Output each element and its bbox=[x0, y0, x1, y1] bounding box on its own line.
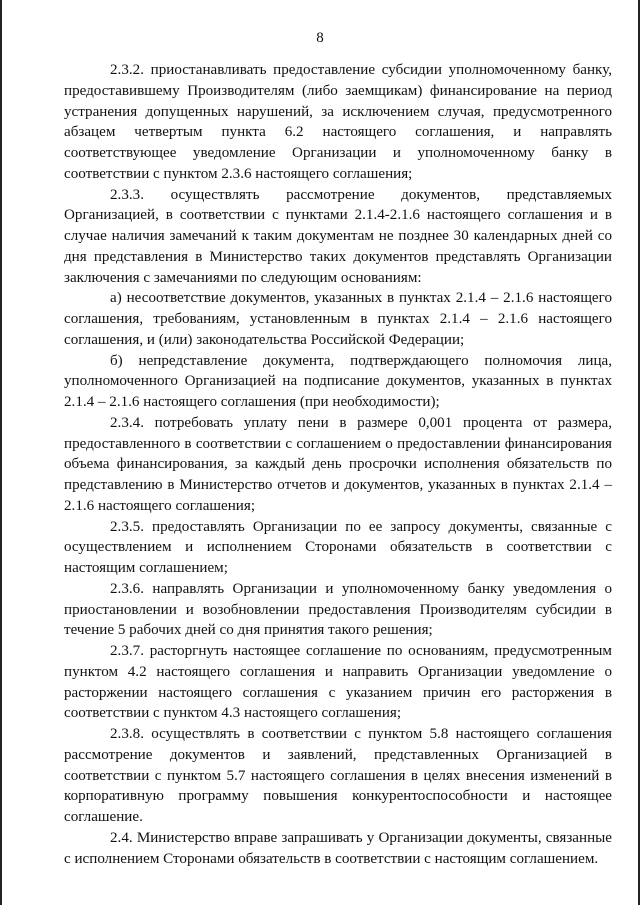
paragraph-2-3-2: 2.3.2. приостанавливать предоставление субсидии уполномоченному банку, предоставившему Производителям (либо заемщикам) финансирование на период устранения допущенных нарушений, за исключением случая, предусмотренного абзацем четвертым пункта 6.2 настоящего соглашения, и направлять соответствующее уведомление Организации и уполномоченному банку в соответствии с пунктом 2.3.6 настоящего соглашения; bbox=[64, 62, 612, 182]
paragraph-2-3-5: 2.3.5. предоставлять Организации по ее запросу документы, связанные с осуществлением и исполнением Сторонами обязательств в соответствии с настоящим соглашением; bbox=[64, 518, 612, 576]
page-number: 8 bbox=[316, 30, 324, 46]
paragraph-2-3-3-b: б) непредставление документа, подтверждающего полномочия лица, уполномоченного Организацией на подписание документов, указанных в пунктах 2.1.4 – 2.1.6 настоящего соглашения (при необходимости); bbox=[64, 352, 612, 410]
paragraph-2-4: 2.4. Министерство вправе запрашивать у Организации документы, связанные с исполнением Сторонами обязательств в соответствии с настоящим соглашением. bbox=[64, 829, 612, 867]
paragraph-2-3-7: 2.3.7. расторгнуть настоящее соглашение по основаниям, предусмотренным пунктом 4.2 настоящего соглашения и направить Организации уведомление о расторжении настоящего соглашения с указанием причин его расторжения в соответствии с пунктом 4.3 настоящего соглашения; bbox=[64, 643, 612, 722]
document-body bbox=[64, 60, 612, 869]
paragraph-2-3-3: 2.3.3. осуществлять рассмотрение документов, представляемых Организацией, в соответствии с пунктами 2.1.4-2.1.6 настоящего соглашения и в случае наличия замечаний к таким документам не позднее 30 календарных дней со дня представления в Министерство таких документов представлять Организации заключения с замечаниями по следующим основаниям: bbox=[64, 186, 612, 286]
paragraph-2-3-3-a: а) несоответствие документов, указанных в пунктах 2.1.4 – 2.1.6 настоящего соглашения, требованиям, установленным в пунктах 2.1.4 – 2.1.6 настоящего соглашения, и (или) законодательства Российской Федерации; bbox=[64, 290, 612, 348]
paragraph-2-3-6: 2.3.6. направлять Организации и уполномоченному банку уведомления о приостановлении и возобновлении предоставления Производителям субсидии в течение 5 рабочих дней со дня принятия такого решения; bbox=[64, 580, 612, 639]
paragraph-2-3-8: 2.3.8. осуществлять в соответствии с пунктом 5.8 настоящего соглашения рассмотрение документов и заявлений, представленных Организацией в соответствии с пунктом 5.7 настоящего соглашения в целях внесения изменений в корпоративную программу повышения конкурентоспособности и настоящее соглашение. bbox=[64, 726, 612, 825]
paragraph-2-3-4: 2.3.4. потребовать уплату пени в размере 0,001 процента от размера, предоставленного в соответствии с соглашением о предоставлении финансирования объема финансирования, за каждый день просрочки исполнения обязательств по представлению в Министерство отчетов и документов, указанных в пунктах 2.1.4 – 2.1.6 настоящего соглашения; bbox=[64, 414, 612, 514]
scan-edge-left bbox=[0, 0, 2, 905]
